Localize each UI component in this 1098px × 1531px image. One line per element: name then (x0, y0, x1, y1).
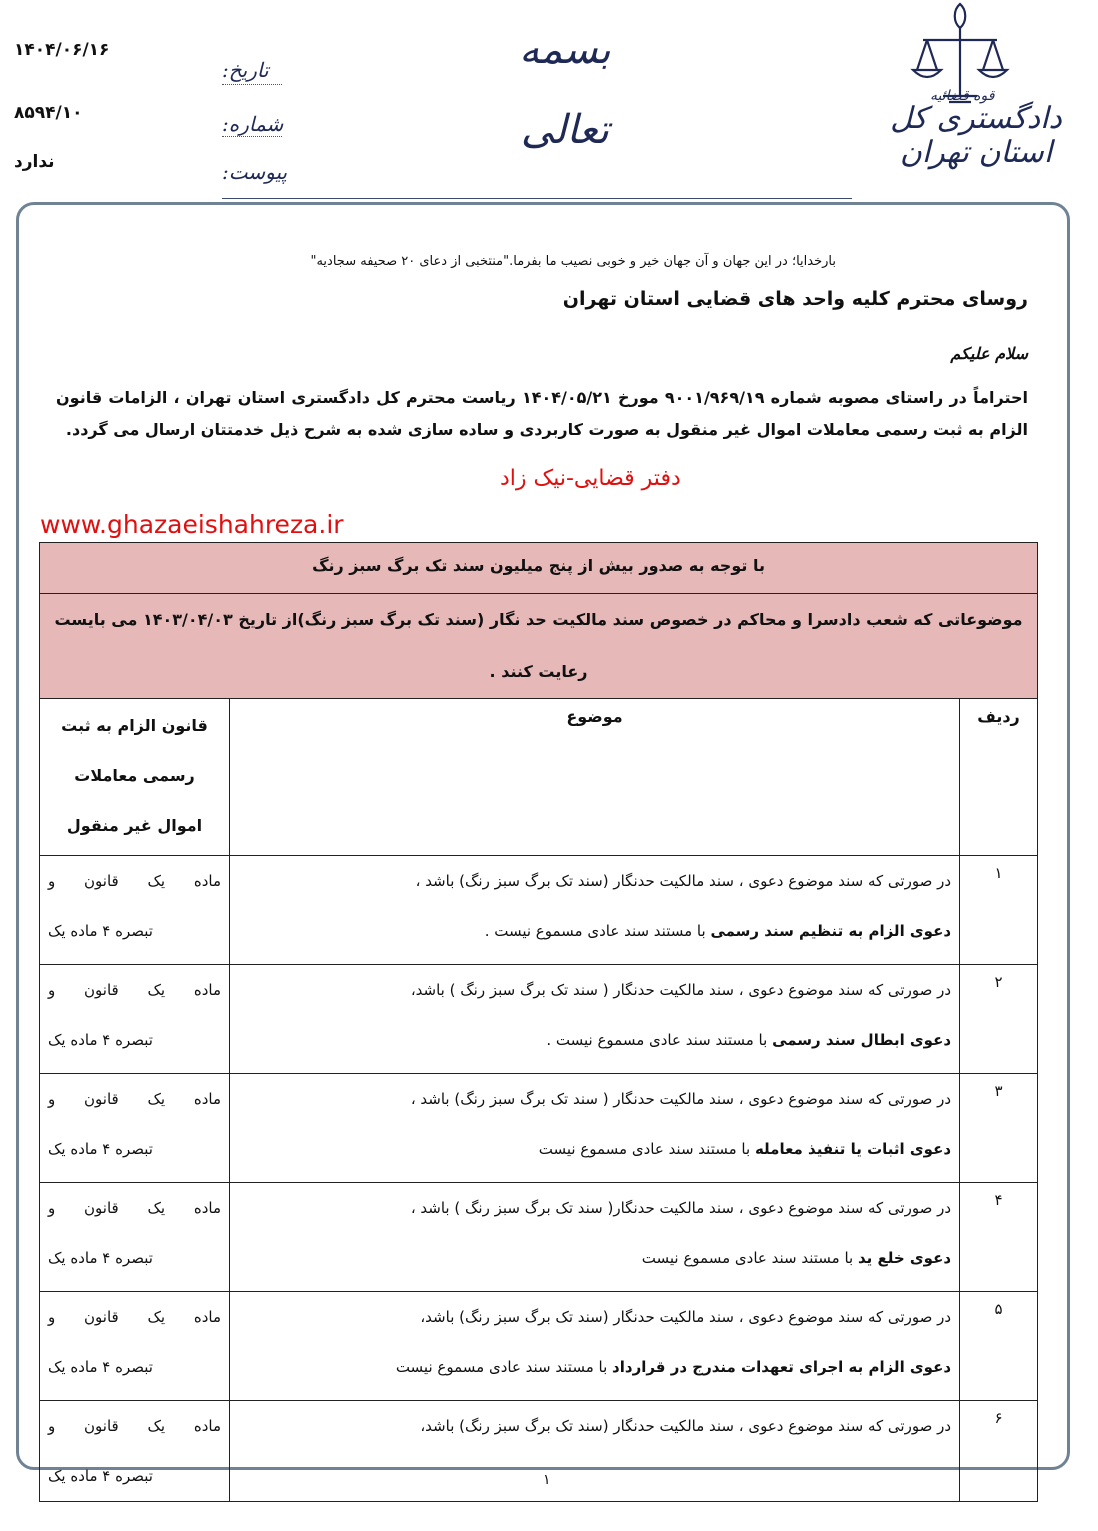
row-number: ۴ (960, 1183, 1038, 1292)
greeting: سلام علیکم (950, 344, 1028, 363)
addressee: روسای محترم کلیه واحد های قضایی استان تهران (562, 288, 1028, 310)
row-law (40, 1401, 230, 1502)
table-row (40, 1401, 1038, 1502)
row-law-line1: ماده یک قانون و (48, 872, 222, 890)
row-law-line2: تبصره ۴ ماده یک (48, 922, 153, 940)
date-dotted-line (222, 84, 282, 85)
basmala-calligraphy (480, 10, 650, 153)
row-law-line1: ماده یک قانون و (48, 1417, 222, 1435)
table-row (40, 1074, 1038, 1183)
number-label: شماره: (222, 112, 284, 136)
table-banner-2: موضوعاتی که شعب دادسرا و محاکم در خصوص سند مالکیت حد نگار (سند تک برگ سبز رنگ)از تاریخ ۱۴۰۳/۰۴/۰۳ می بایست رعایت کنند . (40, 594, 1038, 699)
row-law (40, 1183, 230, 1292)
row-subject-post: با مستند سند عادی مسموع نیست (538, 1140, 755, 1158)
row-subject-pre: در صورتی که سند موضوع دعوی ، سند مالکیت حدنگار (سند تک برگ سبز رنگ) باشد ، (415, 872, 952, 890)
row-subject-pre: در صورتی که سند موضوع دعوی ، سند مالکیت حدنگار( سند تک برگ سبز رنگ ) باشد ، (410, 1199, 952, 1217)
row-law-line2: تبصره ۴ ماده یک (48, 1140, 153, 1158)
office-name: دفتر قضایی-نیک زاد (500, 466, 681, 491)
website-link[interactable]: www.ghazaeishahreza.ir (40, 510, 344, 539)
row-law (40, 856, 230, 965)
row-number: ۵ (960, 1292, 1038, 1401)
row-subject (230, 856, 960, 965)
row-subject-pre: در صورتی که سند موضوع دعوی ، سند مالکیت حدنگار (سند تک برگ سبز رنگ) باشد، (420, 1417, 952, 1435)
row-subject-bold: دعوی الزام به تنظیم سند رسمی (710, 922, 952, 940)
number-value: ۸۵۹۴/۱۰ (14, 103, 83, 123)
row-law (40, 965, 230, 1074)
date-value: ۱۴۰۴/۰۶/۱۶ (14, 40, 110, 60)
row-law-line1: ماده یک قانون و (48, 1199, 222, 1217)
row-subject-bold: دعوی ابطال سند رسمی (772, 1031, 952, 1049)
court-name: دادگستری کل استان تهران (890, 101, 1062, 170)
date-label: تاریخ: (222, 58, 269, 82)
row-subject (230, 1292, 960, 1401)
row-subject-post: با مستند سند عادی مسموع نیست (641, 1249, 858, 1267)
row-law-line1: ماده یک قانون و (48, 1090, 222, 1108)
table-row (40, 1183, 1038, 1292)
row-subject (230, 1183, 960, 1292)
row-law-line2: تبصره ۴ ماده یک (48, 1358, 153, 1376)
row-number: ۳ (960, 1074, 1038, 1183)
row-subject (230, 1401, 960, 1502)
basmala-text: بسمه تعالی (519, 27, 611, 153)
row-subject (230, 1074, 960, 1183)
page-number: ۱ (543, 1472, 551, 1488)
row-number: ۱ (960, 856, 1038, 965)
row-subject-bold: دعوی خلع ید (858, 1249, 952, 1267)
row-subject-pre: در صورتی که سند موضوع دعوی ، سند مالکیت حدنگار ( سند تک برگ سبز رنگ ) باشد، (410, 981, 952, 999)
table-row (40, 1292, 1038, 1401)
row-law (40, 1074, 230, 1183)
row-subject-post: با مستند سند عادی مسموع نیست . (546, 1031, 773, 1049)
court-subtitle: قوه قضائیه (930, 88, 995, 104)
rules-table (39, 542, 1038, 1502)
table-row (40, 856, 1038, 965)
row-law-line2: تبصره ۴ ماده یک (48, 1249, 153, 1267)
row-law-line2: تبصره ۴ ماده یک (48, 1467, 153, 1485)
col-header-row: ردیف (960, 699, 1038, 856)
row-subject-pre: در صورتی که سند موضوع دعوی ، سند مالکیت حدنگار (سند تک برگ سبز رنگ) باشد، (420, 1308, 952, 1326)
table-row (40, 965, 1038, 1074)
attachment-value: ندارد (14, 152, 55, 172)
row-subject-bold: دعوی الزام به اجرای تعهدات مندرج در قرارداد (612, 1358, 952, 1376)
row-law-line1: ماده یک قانون و (48, 1308, 222, 1326)
letter-body: احتراماً در راستای مصوبه شماره ۹۰۰۱/۹۶۹/۱۹ مورخ ۱۴۰۴/۰۵/۲۱ ریاست محترم کل دادگستری استان تهران ، الزامات قانون الزام به ثبت رسمی معاملات اموال غیر منقول به صورت کاربردی و ساده سازی شده به شرح ذیل خدمتتان ارسال می گردد. (56, 388, 1029, 439)
row-law-line1: ماده یک قانون و (48, 981, 222, 999)
row-law (40, 1292, 230, 1401)
row-law-line2: تبصره ۴ ماده یک (48, 1031, 153, 1049)
row-subject-post: با مستند سند عادی مسموع نیست . (484, 922, 711, 940)
col-header-subject: موضوع (230, 699, 960, 856)
row-subject-bold: دعوی اثبات یا تنفیذ معامله (754, 1140, 952, 1158)
row-subject-pre: در صورتی که سند موضوع دعوی ، سند مالکیت حدنگار ( سند تک برگ سبز رنگ) باشد ، (410, 1090, 952, 1108)
row-subject (230, 965, 960, 1074)
table-banner-1: با توجه به صدور بیش از پنج میلیون سند تک برگ سبز رنگ (40, 543, 1038, 594)
number-dotted-line (222, 136, 282, 137)
row-number: ۶ (960, 1401, 1038, 1502)
row-number: ۲ (960, 965, 1038, 1074)
attachment-label: پیوست: (222, 160, 288, 184)
col-header-law: قانون الزام به ثبت رسمی معاملات اموال غیر منقول (40, 699, 230, 856)
header-rule (222, 198, 852, 199)
row-subject-post: با مستند سند عادی مسموع نیست (395, 1358, 613, 1376)
prayer-line: بارخدایا؛ در این جهان و آن جهان خیر و خوبی نصیب ما بفرما."منتخبی از دعای ۲۰ صحیفه سجادیه" (310, 254, 836, 269)
